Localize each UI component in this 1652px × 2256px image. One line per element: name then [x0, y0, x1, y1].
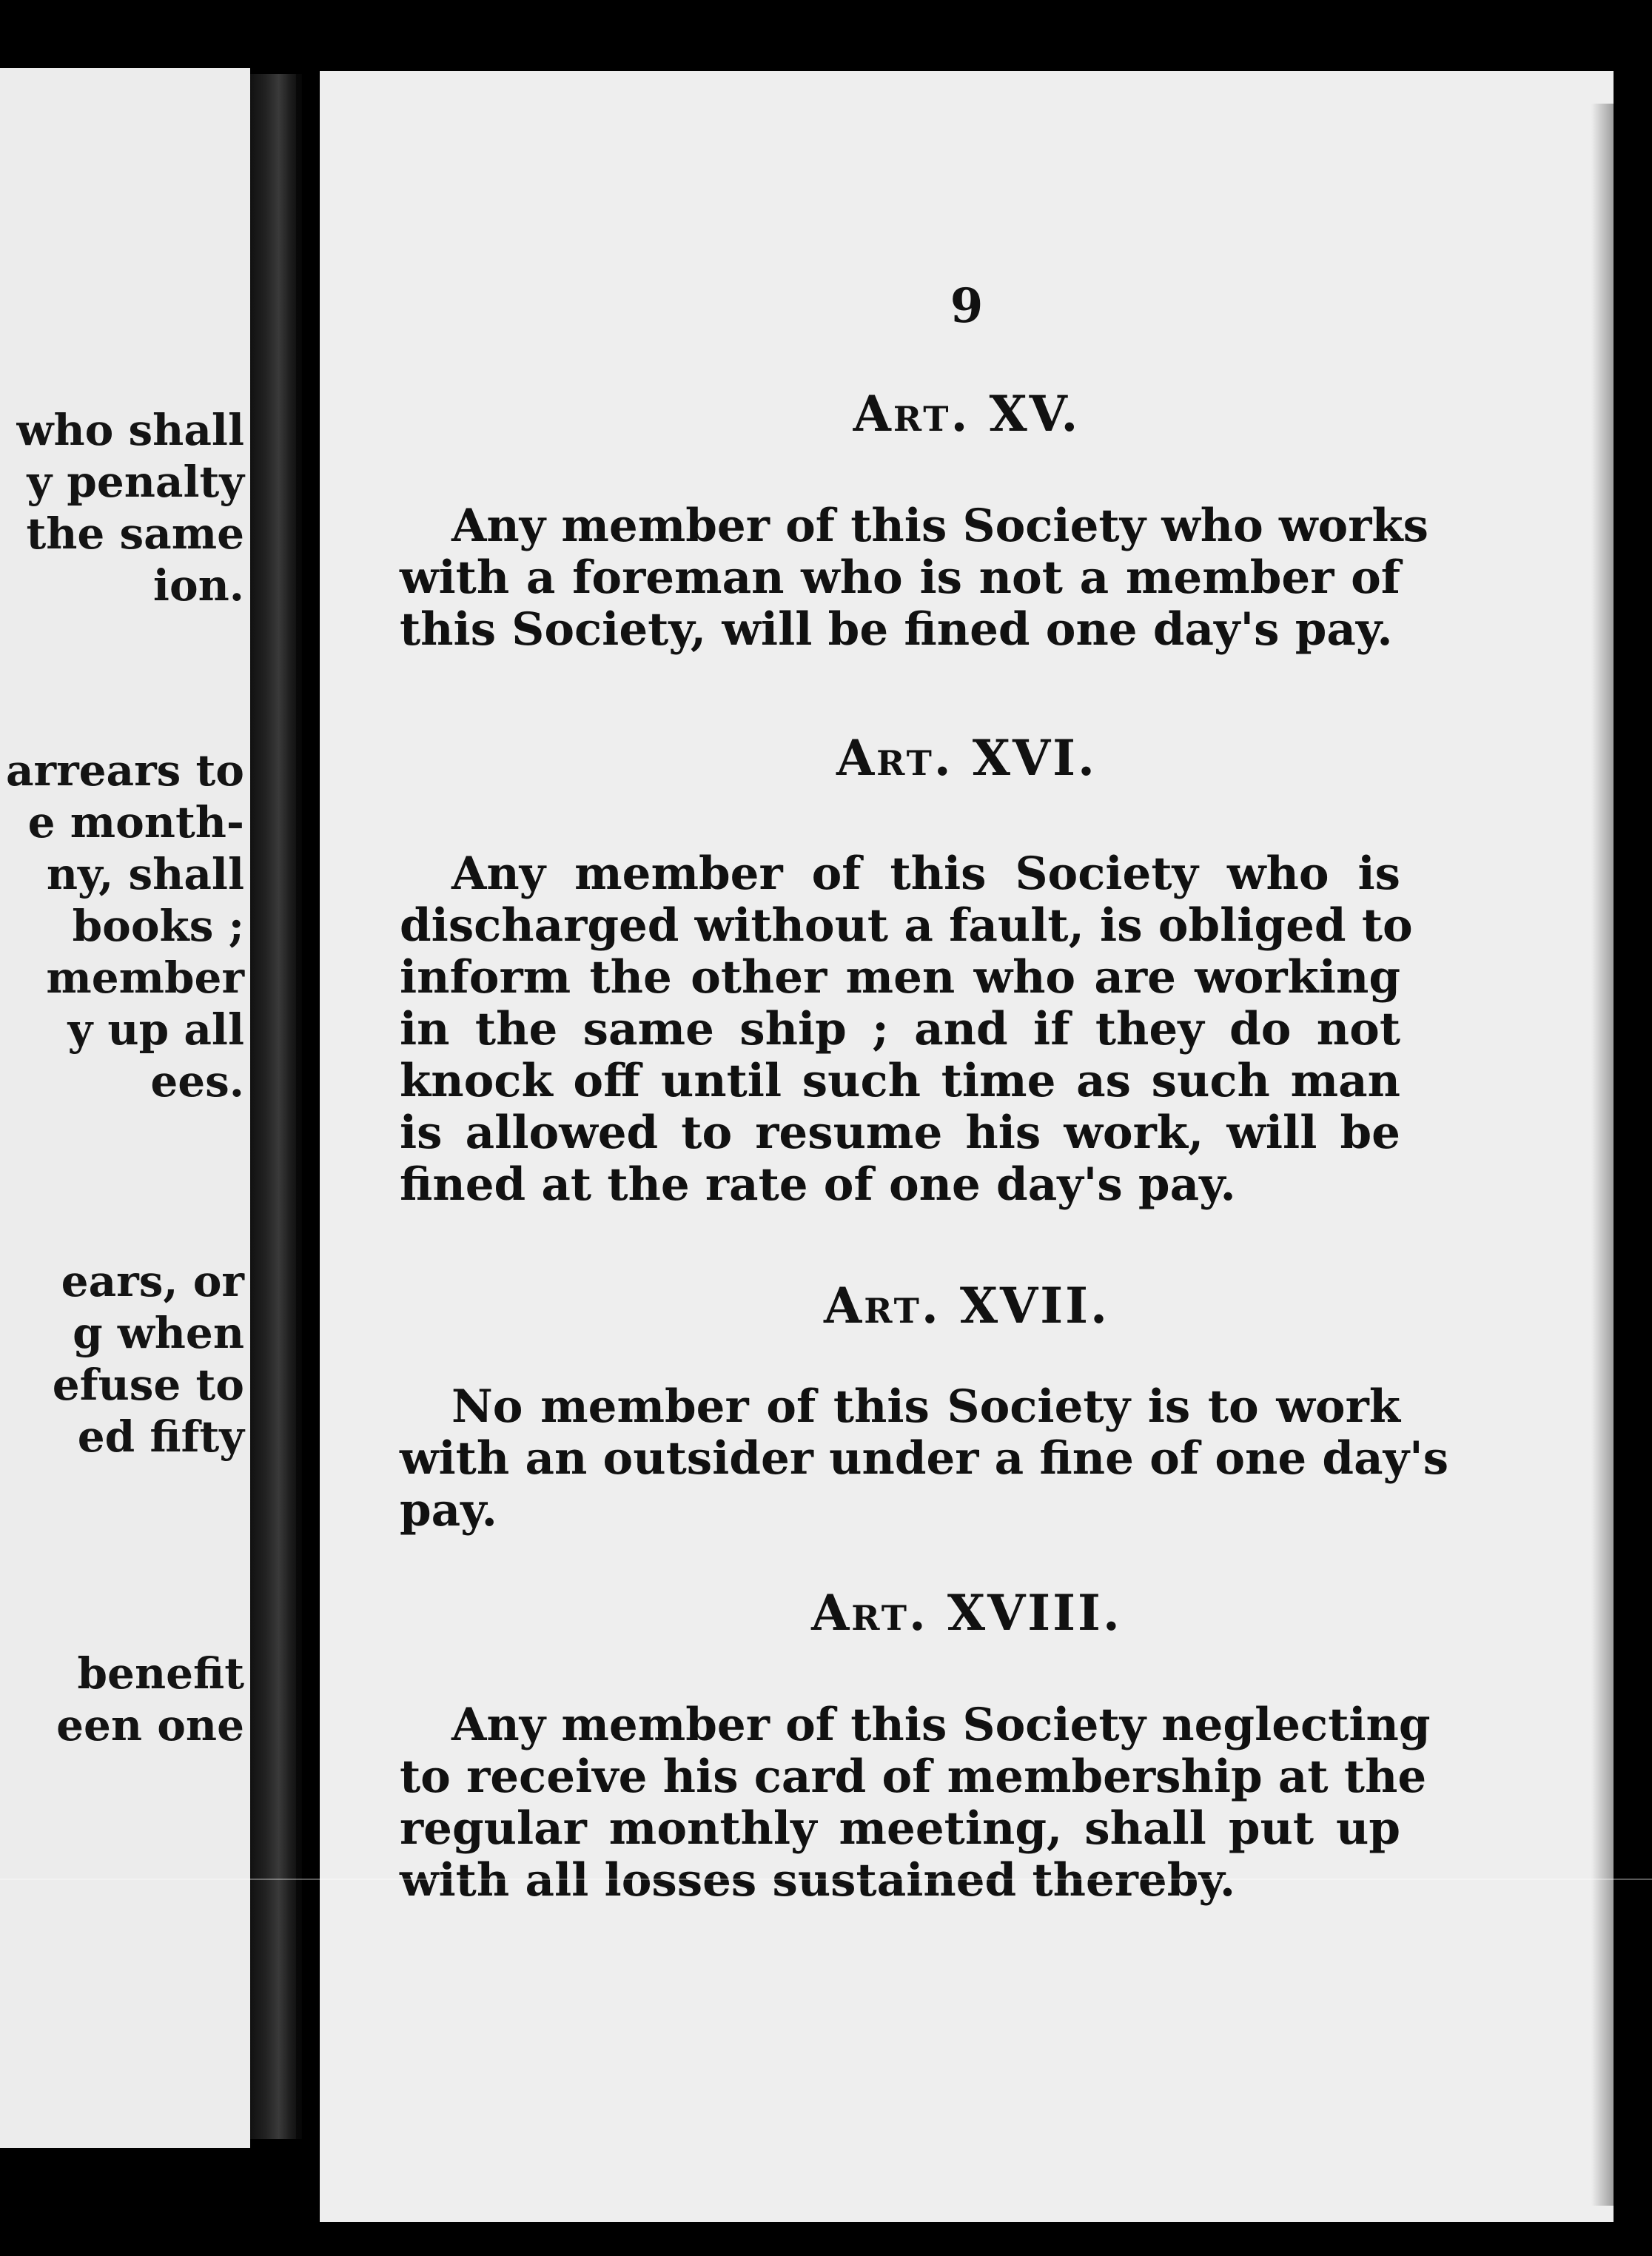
previous-page-fragment: g when [73, 1308, 244, 1358]
article-heading: Art. XVI. [836, 729, 1098, 787]
article-line: Any member of this Society neglecting [451, 1699, 1431, 1751]
previous-page-fragment: benefit [77, 1648, 244, 1699]
previous-page-fragment: e month- [27, 797, 244, 847]
article-line: regular monthly meeting, shall put up [400, 1802, 1400, 1855]
article-line: fined at the rate of one day's pay. [400, 1158, 1236, 1211]
previous-page-fragment: books ; [72, 901, 244, 951]
page-edge-shadow [1591, 104, 1621, 2206]
previous-page-fragment: ed fifty [77, 1411, 244, 1462]
article-line: discharged without a fault, is obliged to [400, 899, 1413, 952]
page-number: 9 [950, 278, 984, 334]
article-line: in the same ship ; and if they do not [400, 1003, 1400, 1055]
article-line: Any member of this Society who is [451, 847, 1400, 900]
article-text [400, 1699, 1431, 1907]
book-gutter [250, 74, 302, 2139]
current-page [320, 71, 1614, 2222]
article-line: is allowed to resume his work, will be [400, 1107, 1400, 1159]
article-line: knock off until such time as such man [400, 1055, 1400, 1107]
article-line: with a foreman who is not a member of [400, 551, 1400, 604]
previous-page-fragment: ion. [152, 560, 244, 611]
article-text [400, 1380, 1449, 1537]
previous-page-fragment: who shall [16, 405, 244, 455]
previous-page-fragment: ny, shall [46, 849, 244, 899]
article-line: inform the other men who are working [400, 951, 1400, 1004]
previous-page [0, 68, 250, 2148]
previous-page-fragment: member [46, 953, 244, 1003]
previous-page-fragment: een one [56, 1700, 244, 1750]
article-line: with all losses sustained thereby. [400, 1854, 1236, 1907]
article-line: with an outsider under a fine of one day's [400, 1432, 1449, 1485]
article-heading: Art. XVIII. [811, 1584, 1122, 1642]
article-line: Any member of this Society who works [451, 500, 1428, 552]
article-heading: Art. XVII. [824, 1277, 1109, 1335]
previous-page-fragment: ees. [150, 1056, 244, 1107]
previous-page-fragment: arrears to [5, 745, 244, 796]
article-line: pay. [400, 1484, 497, 1537]
article-heading: Art. XV. [853, 385, 1081, 443]
article-line: this Society, will be fined one day's pay. [400, 603, 1393, 656]
article-text [400, 847, 1413, 1211]
scan-line-artifact [0, 1879, 1652, 1880]
article-text [400, 500, 1428, 656]
previous-page-fragment: efuse to [52, 1360, 244, 1410]
article-line: to receive his card of membership at the [400, 1750, 1427, 1803]
previous-page-fragment: y penalty [27, 457, 244, 507]
article-line: No member of this Society is to work [451, 1380, 1400, 1433]
previous-page-fragment: y up all [67, 1004, 244, 1055]
previous-page-fragment: the same [26, 508, 244, 559]
previous-page-fragment: ears, or [61, 1256, 244, 1306]
